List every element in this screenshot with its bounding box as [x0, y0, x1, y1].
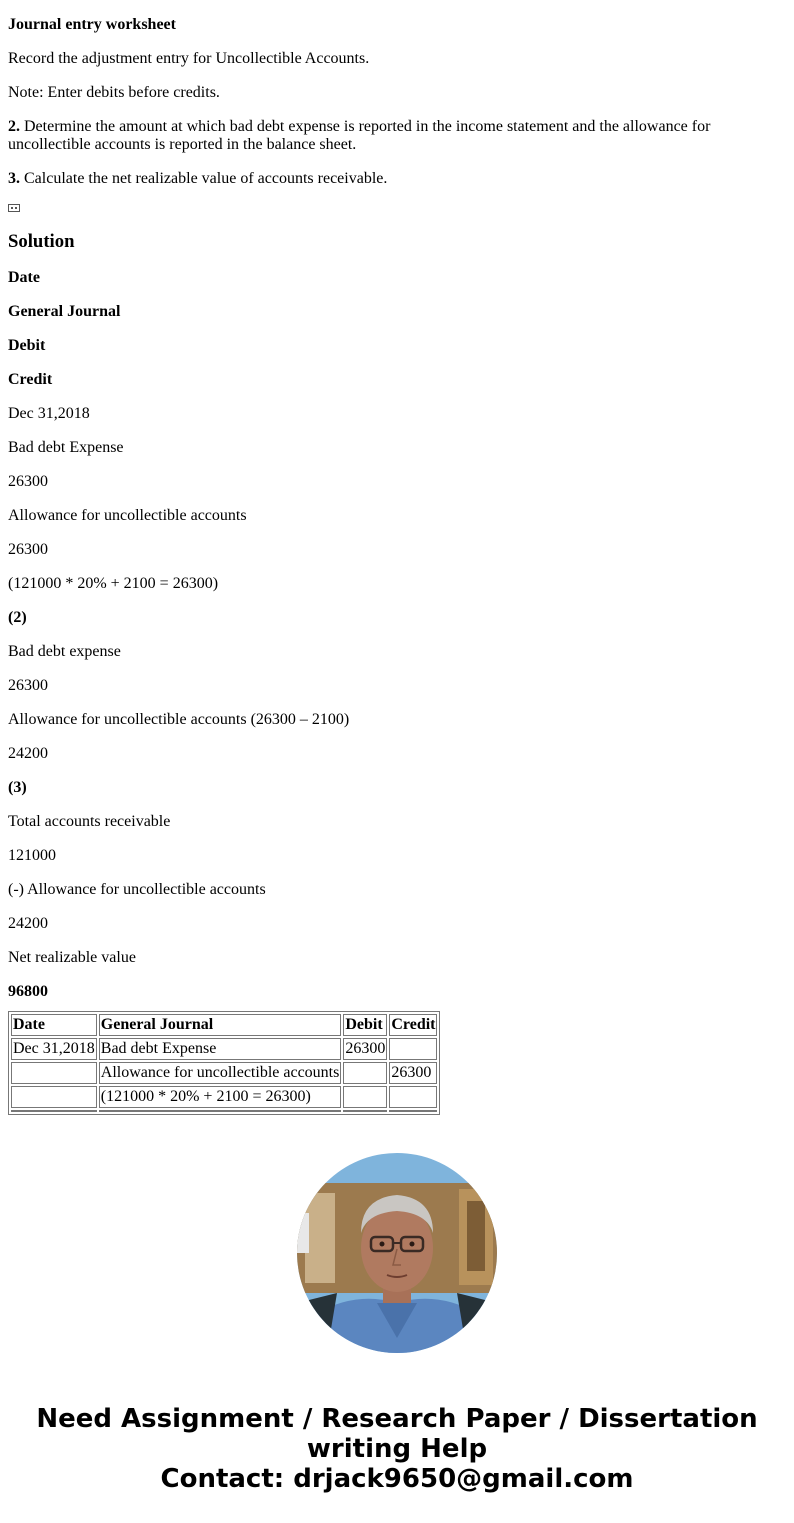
table-header-journal: General Journal: [99, 1014, 342, 1036]
table-cell: [99, 1110, 342, 1112]
table-spacer-row: [11, 1110, 437, 1112]
part-3-net-amount: 96800: [8, 983, 48, 1000]
entry-debit-amount: 26300: [8, 473, 48, 490]
part-3-allowance: (-) Allowance for uncollectible accounts: [8, 881, 266, 898]
solution-header-credit: Credit: [8, 371, 53, 388]
tutor-avatar: [297, 1153, 497, 1353]
table-cell: Allowance for uncollectible accounts: [99, 1062, 342, 1084]
table-header-row: [11, 1014, 437, 1036]
part-2-bad-debt: Bad debt expense: [8, 643, 121, 660]
table-header-debit: Debit: [343, 1014, 387, 1036]
table-row: [11, 1038, 437, 1060]
banner-line-2: writing Help: [306, 1434, 488, 1464]
note-text: Note: Enter debits before credits.: [8, 84, 220, 101]
question-2: [8, 118, 786, 154]
part-2-allowance: Allowance for uncollectible accounts (26300 – 2100): [8, 711, 350, 728]
entry-date: Dec 31,2018: [8, 405, 90, 422]
table-cell: [343, 1110, 387, 1112]
part-3-label: (3): [8, 779, 27, 796]
solution-header-journal: General Journal: [8, 303, 121, 320]
table-cell: Dec 31,2018: [11, 1038, 97, 1060]
part-2-allowance-amount: 24200: [8, 745, 48, 762]
broken-image-icon: [8, 204, 20, 212]
table-cell: [389, 1110, 437, 1112]
part-3-total-amount: 121000: [8, 847, 56, 864]
table-cell: [11, 1110, 97, 1112]
table-cell: [11, 1086, 97, 1108]
table-row: [11, 1086, 437, 1108]
solution-header-date: Date: [8, 269, 40, 286]
part-3-net: Net realizable value: [8, 949, 136, 966]
worksheet-heading: Journal entry worksheet: [8, 16, 176, 33]
tutor-portrait-image: [297, 1153, 497, 1353]
table-row: [11, 1062, 437, 1084]
entry-credit-amount: 26300: [8, 541, 48, 558]
table-header-date: Date: [11, 1014, 97, 1036]
part-2-label: (2): [8, 609, 27, 626]
journal-table: [8, 1011, 440, 1115]
question-2-text: Determine the amount at which bad debt expense is reported in the income statement and the allowance for uncollectible accounts is reported in the balance sheet.: [8, 118, 711, 153]
entry-allowance: Allowance for uncollectible accounts: [8, 507, 247, 524]
question-3-text: Calculate the net realizable value of accounts receivable.: [20, 170, 388, 187]
entry-bad-debt-expense: Bad debt Expense: [8, 439, 124, 456]
part-3-total: Total accounts receivable: [8, 813, 171, 830]
table-cell: (121000 * 20% + 2100 = 26300): [99, 1086, 342, 1108]
table-cell: [343, 1086, 387, 1108]
solution-title: Solution: [8, 231, 75, 252]
instruction-text: Record the adjustment entry for Uncollectible Accounts.: [8, 50, 370, 67]
entry-calculation: (121000 * 20% + 2100 = 26300): [8, 575, 219, 592]
table-cell: Bad debt Expense: [99, 1038, 342, 1060]
table-cell: 26300: [389, 1062, 437, 1084]
part-2-bad-debt-amount: 26300: [8, 677, 48, 694]
table-header-credit: Credit: [389, 1014, 437, 1036]
table-cell: [389, 1086, 437, 1108]
table-cell: 26300: [343, 1038, 387, 1060]
banner-line-1: Need Assignment / Research Paper / Dissertation: [36, 1404, 758, 1434]
table-cell: [343, 1062, 387, 1084]
question-3: [8, 170, 786, 188]
solution-header-debit: Debit: [8, 337, 46, 354]
contact-banner: [0, 1404, 794, 1494]
question-3-number: 3.: [8, 170, 20, 187]
table-cell: [11, 1062, 97, 1084]
contact-email: Contact: drjack9650@gmail.com: [160, 1464, 634, 1494]
question-2-number: 2.: [8, 118, 20, 135]
part-3-allowance-amount: 24200: [8, 915, 48, 932]
table-cell: [389, 1038, 437, 1060]
